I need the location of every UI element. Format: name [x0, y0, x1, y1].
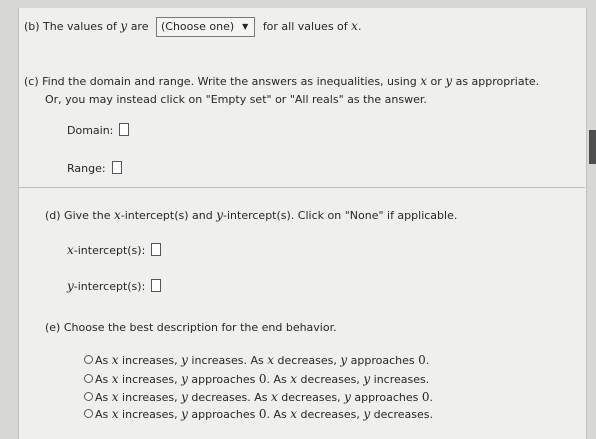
- range-input[interactable]: [112, 161, 122, 174]
- domain-input[interactable]: [119, 123, 129, 136]
- section-divider: [18, 187, 585, 188]
- radio-button[interactable]: [84, 374, 93, 383]
- var-x: x: [111, 407, 119, 421]
- var-x: x: [267, 353, 275, 367]
- behavior-dropdown[interactable]: [156, 17, 255, 37]
- option-text: As: [95, 373, 112, 386]
- var-x: x: [270, 390, 278, 404]
- option-text: As: [95, 408, 112, 421]
- var-y: y: [340, 353, 348, 367]
- option-text: increases,: [118, 408, 182, 421]
- var-x: x: [111, 353, 119, 367]
- option-text: . As: [266, 408, 291, 421]
- option-text: 0: [258, 407, 267, 421]
- part-c-end: as appropriate.: [455, 75, 540, 88]
- y-intercept-input[interactable]: [151, 279, 161, 292]
- end-behavior-option[interactable]: [84, 407, 433, 421]
- y-intercept-label: -intercept(s):: [73, 280, 146, 293]
- var-x: x: [351, 19, 358, 33]
- var-y: y: [445, 74, 453, 88]
- var-x: x: [420, 74, 428, 88]
- end-behavior-option[interactable]: [84, 353, 429, 367]
- part-d-text: (d) Give the: [45, 209, 111, 222]
- var-x: x: [290, 372, 298, 386]
- dropdown-value: (Choose one): [160, 20, 235, 33]
- var-y: y: [181, 372, 188, 386]
- var-y: y: [120, 19, 128, 33]
- option-text: approaches: [187, 373, 259, 386]
- option-text: decreases,: [274, 354, 341, 367]
- var-x: x: [111, 390, 119, 404]
- end-behavior-option[interactable]: [84, 372, 429, 386]
- option-text: 0: [421, 390, 430, 404]
- option-text: .: [425, 354, 430, 367]
- var-x: x: [111, 372, 119, 386]
- var-x: x: [113, 208, 121, 222]
- option-text: increases,: [118, 354, 182, 367]
- or-text: or: [430, 75, 442, 88]
- domain-row: [67, 123, 129, 137]
- option-text: approaches: [347, 354, 419, 367]
- option-text: decreases,: [297, 373, 364, 386]
- var-y: y: [67, 279, 74, 293]
- period: .: [357, 20, 362, 33]
- var-y: y: [363, 372, 371, 386]
- option-text: approaches: [350, 391, 422, 404]
- part-c-line1: [24, 74, 539, 88]
- radio-button[interactable]: [84, 409, 93, 418]
- var-y: y: [344, 390, 351, 404]
- range-row: [67, 161, 122, 175]
- option-text: As: [95, 391, 112, 404]
- option-text: approaches: [187, 408, 259, 421]
- part-d-line: [45, 208, 457, 222]
- var-x: x: [290, 407, 298, 421]
- option-text: decreases,: [277, 391, 345, 404]
- part-d-text: -intercept(s). Click on "None" if applicable.: [223, 209, 458, 222]
- option-text: increases.: [370, 373, 430, 386]
- option-text: As: [95, 354, 112, 367]
- option-text: increases. As: [187, 354, 268, 367]
- chevron-down-icon: ▼: [242, 22, 249, 31]
- part-c-text: (c) Find the domain and range. Write the answers as inequalities, using: [24, 75, 417, 88]
- var-y: y: [181, 390, 188, 404]
- part-c-line2: Or, you may instead click on "Empty set" or "All reals" as the answer.: [45, 93, 427, 106]
- y-intercept-row: [67, 279, 161, 293]
- domain-label: Domain:: [67, 124, 114, 137]
- x-intercept-row: [67, 243, 161, 257]
- end-behavior-option[interactable]: [84, 390, 433, 404]
- scroll-marker: [589, 130, 596, 164]
- part-e-question: (e) Choose the best description for the end behavior.: [45, 321, 337, 334]
- var-y: y: [363, 407, 371, 421]
- radio-button[interactable]: [84, 392, 93, 401]
- var-y: y: [181, 407, 188, 421]
- part-b-suffix: for all values of: [262, 20, 348, 33]
- part-b-are: are: [130, 20, 149, 33]
- option-text: 0: [258, 372, 267, 386]
- var-y: y: [181, 353, 188, 367]
- option-text: increases,: [118, 373, 182, 386]
- part-b-row: [24, 17, 361, 37]
- x-intercept-label: -intercept(s):: [73, 244, 146, 257]
- option-text: decreases. As: [187, 391, 271, 404]
- option-text: 0: [418, 353, 426, 367]
- option-text: decreases,: [297, 408, 364, 421]
- range-label: Range:: [67, 162, 106, 175]
- x-intercept-input[interactable]: [151, 243, 161, 256]
- var-y: y: [216, 208, 224, 222]
- option-text: increases,: [118, 391, 182, 404]
- var-x: x: [67, 243, 74, 257]
- part-d-text: -intercept(s) and: [120, 209, 213, 222]
- part-b-prefix: (b) The values of: [24, 20, 117, 33]
- option-text: .: [429, 391, 433, 404]
- option-text: . As: [266, 373, 291, 386]
- option-text: decreases.: [370, 408, 433, 421]
- radio-button[interactable]: [84, 355, 93, 364]
